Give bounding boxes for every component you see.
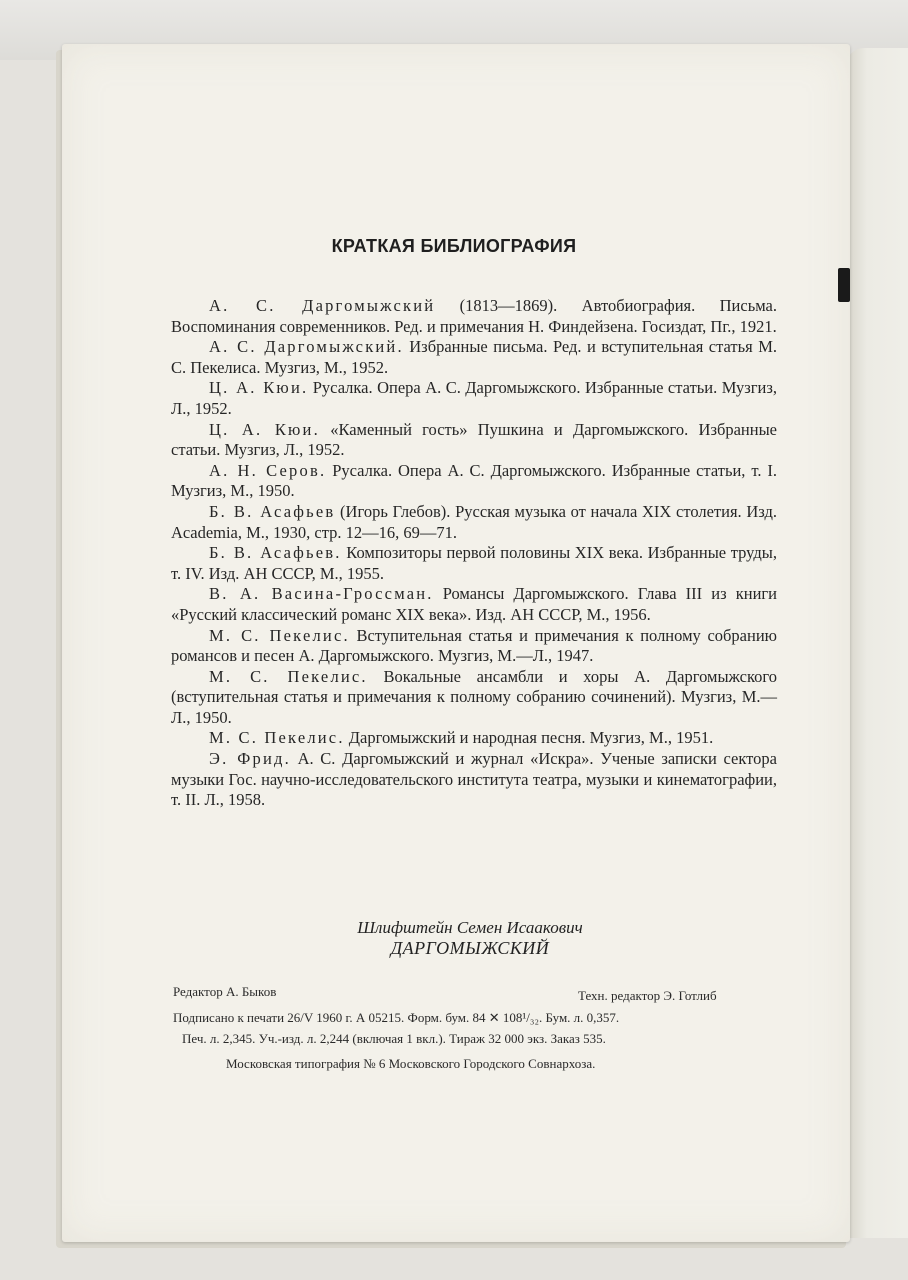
page-tab-marker [838,268,850,302]
entry-author: А. Н. Серов. [209,460,327,480]
bibliography-entry [171,728,777,749]
entry-text: А. С. Даргомыжский и журнал «Искра». Ученые записки сектора музыки Гос. научно-исследовательского института театра, музыки и кинематографии, т. II. Л., 1958. [171,749,777,810]
entry-author: Б. В. Асафьев. [209,543,342,563]
colophon-tech-editor: Техн. редактор Э. Готлиб [578,988,717,1003]
entry-text: Романсы Даргомыжского. Глава III из книги «Русский классический романс XIX века». Изд. АН СССР, М., 1956. [171,584,777,624]
bibliography-entry [171,749,777,811]
colophon-imprint-line-2: Печ. л. 2,345. Уч.-изд. л. 2,244 (включая 1 вкл.). Тираж 32 000 экз. Заказ 535. [182,1031,606,1046]
entry-text: Композиторы первой половины XIX века. Избранные труды, т. IV. Изд. АН СССР, М., 1955. [171,543,778,583]
entry-author: А. С. Даргомыжский. [209,337,404,357]
bibliography-entry [171,296,777,337]
bibliography-entry [171,584,777,625]
entry-author: Ц. А. Кюи. [209,419,320,439]
bibliography-entry [171,420,777,461]
entry-text: (1813—1869). Автобиография. Письма. Воспоминания современников. Ред. и примечания Н. Финдейзена. Госиздат, Пг., 1921. [171,296,777,336]
entry-author: М. С. Пекелис. [209,666,368,686]
entry-author: Э. Фрид. [209,749,291,769]
bibliography-entry [171,461,777,502]
colophon-imprint-line-1: Подписано к печати 26/V 1960 г. А 05215. Форм. бум. 84 ✕ 108¹/₃₂. Бум. л. 0,357. [173,1010,620,1025]
entry-text: Русалка. Опера А. С. Даргомыжского. Избранные статьи, т. I. Музгиз, М., 1950. [171,460,777,501]
bibliography-entry [171,337,777,378]
colophon-printer: Московская типография № 6 Московского Городского Совнархоза. [226,1056,596,1071]
entry-author: М. С. Пекелис. [209,728,345,748]
entry-text: Вступительная статья и примечания к полному собранию романсов и песен А. Даргомыжского. Музгиз, М.—Л., 1947. [171,625,777,666]
entry-author: М. С. Пекелис. [209,625,350,645]
entry-text: Даргомыжский и народная песня. Музгиз, М., 1951. [344,728,714,748]
entry-text: «Каменный гость» Пушкина и Даргомыжского. Избранные статьи. Музгиз, Л., 1952. [171,419,777,460]
entry-text: (Игорь Глебов). Русская музыка от начала XIX столетия. Изд. Academia, М., 1930, стр. 12—16, 69—71. [171,501,778,542]
colophon-editor: Редактор А. Быков [173,984,277,999]
bibliography-entry [171,667,777,729]
bibliography-entry [171,543,777,584]
entry-author: В. А. Васина-Гроссман. [209,584,434,604]
entry-author: Б. В. Асафьев [209,501,336,521]
entry-author: Ц. А. Кюи. [209,378,309,398]
colophon-book-title: ДАРГОМЫЖСКИЙ [390,938,550,958]
entry-text: Русалка. Опера А. С. Даргомыжского. Избранные статьи. Музгиз, Л., 1952. [171,378,777,418]
entry-text: Избранные письма. Ред. и вступительная статья М. С. Пекелиса. Музгиз, М., 1952. [171,337,777,377]
colophon-author: Шлифштейн Семен Исаакович [357,918,583,937]
facing-page-edge [846,48,908,1238]
bibliography-entry [171,502,777,543]
entry-text: Вокальные ансамбли и хоры А. Даргомыжского (вступительная статья и примечания к полному собранию сочинений). Музгиз, М.—Л., 1950. [171,666,777,727]
page-title: КРАТКАЯ БИБЛИОГРАФИЯ [331,236,577,256]
bibliography-entry [171,626,777,667]
bibliography-list [171,296,777,811]
bibliography-entry [171,378,777,419]
entry-author: А. С. Даргомыжский [209,296,436,315]
